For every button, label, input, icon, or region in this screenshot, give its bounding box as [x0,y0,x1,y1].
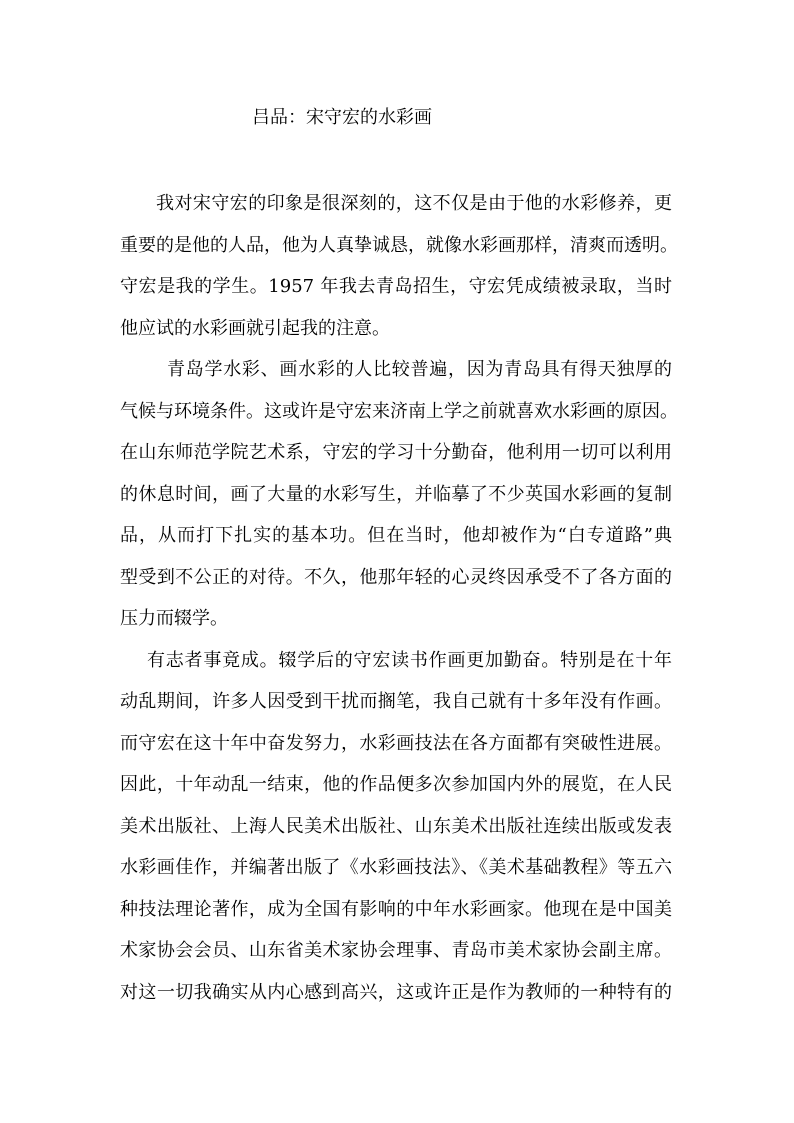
text-line: 因此，十年动乱一结束，他的作品便多次参加国内外的展览，在人民 [120,774,672,795]
text-line: 压力而辍学。 [120,608,228,629]
text-line: 而守宏在这十年中奋发努力，水彩画技法在各方面都有突破性进展。 [120,733,672,754]
text-line: 有志者事竟成。辍学后的守宏读书作画更加勤奋。特别是在十年 [147,650,672,671]
text-line: 品，从而打下扎实的基本功。但在当时，他却被作为“白专道路”典 [120,525,672,546]
text-line: 对这一切我确实从内心感到高兴，这或许正是作为教师的一种特有的 [120,982,672,1003]
text-line: 术家协会会员、山东省美术家协会理事、青岛市美术家协会副主席。 [120,940,672,961]
text-line: 我对宋守宏的印象是很深刻的，这不仅是由于他的水彩修养，更 [156,193,672,214]
text-line: 美术出版社、上海人民美术出版社、山东美术出版社连续出版或发表 [120,816,672,837]
text-line: 动乱期间，许多人因受到干扰而搁笔，我自己就有十多年没有作画。 [120,691,672,712]
text-line: 的休息时间，画了大量的水彩写生，并临摹了不少英国水彩画的复制 [120,484,672,505]
text-line: 种技法理论著作，成为全国有影响的中年水彩画家。他现在是中国美 [120,899,672,920]
page-title: 吕品：宋守宏的水彩画 [252,107,432,128]
text-line: 他应试的水彩画就引起我的注意。 [120,318,390,339]
text-line: 水彩画佳作，并编著出版了《水彩画技法》、《美术基础教程》等五六 [120,857,672,878]
text-line: 气候与环境条件。这或许是守宏来济南上学之前就喜欢水彩画的原因。 [120,401,678,422]
text-line: 青岛学水彩、画水彩的人比较普遍，因为青岛具有得天独厚的 [167,359,672,380]
text-line: 在山东师范学院艺术系，守宏的学习十分勤奋，他利用一切可以利用 [120,442,672,463]
text-line: 重要的是他的人品，他为人真挚诚恳，就像水彩画那样，清爽而透明。 [120,235,678,256]
text-line: 守宏是我的学生。1957 年我去青岛招生，守宏凭成绩被录取，当时 [120,276,672,297]
text-line: 型受到不公正的对待。不久，他那年轻的心灵终因承受不了各方面的 [120,567,672,588]
